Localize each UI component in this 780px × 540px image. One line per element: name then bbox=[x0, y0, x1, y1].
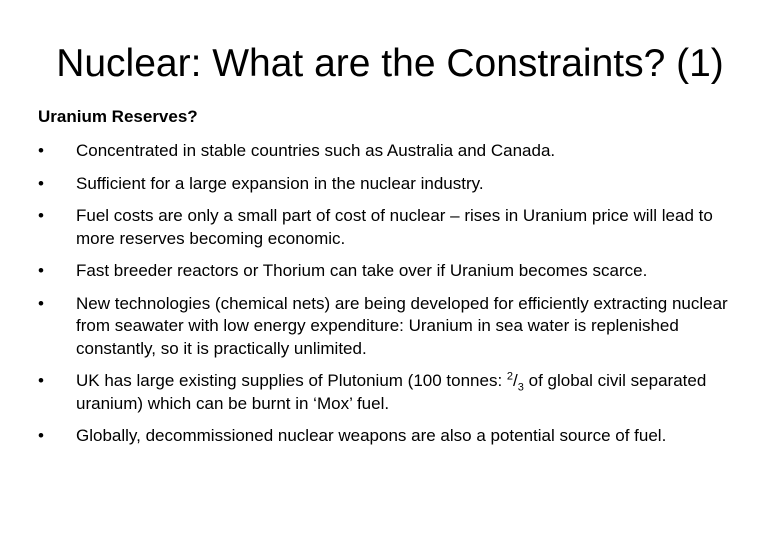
bullet-item bbox=[38, 260, 748, 283]
bullet-item bbox=[38, 425, 748, 448]
bullet-marker: • bbox=[38, 173, 44, 193]
bullet-text: Concentrated in stable countries such as Australia and Canada. bbox=[76, 141, 556, 160]
bullet-text: Fast breeder reactors or Thorium can take over if Uranium becomes scarce. bbox=[76, 261, 648, 280]
slide-title: Nuclear: What are the Constraints? (1) bbox=[56, 42, 724, 85]
bullet-item bbox=[38, 370, 748, 415]
bullet-text-start: UK has large existing supplies of Plutonium (100 tonnes: bbox=[76, 371, 507, 390]
bullet-marker: • bbox=[38, 293, 44, 313]
bullet-marker: • bbox=[38, 141, 44, 160]
bullet-list bbox=[38, 140, 748, 458]
bullet-marker: • bbox=[38, 206, 44, 225]
fraction-slash: / bbox=[513, 371, 518, 390]
bullet-item bbox=[38, 173, 748, 196]
bullet-text: New technologies (chemical nets) are being developed for efficiently extracting nuclear from seawater with low energy expenditure: Uranium in sea water is replenished constantly, so it is practically unlimited. bbox=[76, 293, 728, 358]
bullet-marker: • bbox=[38, 261, 44, 280]
section-heading: Uranium Reserves? bbox=[38, 107, 198, 126]
bullet-text: Fuel costs are only a small part of cost of nuclear – rises in Uranium price will lead to more reserves becoming economic. bbox=[76, 206, 713, 248]
bullet-item bbox=[38, 205, 748, 250]
bullet-marker: • bbox=[38, 371, 44, 390]
fraction-numerator: 2 bbox=[506, 370, 514, 383]
bullet-item bbox=[38, 293, 748, 361]
bullet-text bbox=[76, 371, 706, 413]
bullet-text: Sufficient for a large expansion in the nuclear industry. bbox=[76, 173, 484, 193]
bullet-text-end: of global civil separated uranium) which can be burnt in ‘Mox’ fuel. bbox=[76, 371, 707, 413]
bullet-text: Globally, decommissioned nuclear weapons are also a potential source of fuel. bbox=[76, 426, 667, 445]
bullet-item bbox=[38, 140, 748, 163]
bullet-marker: • bbox=[38, 426, 44, 445]
fraction-denominator: 3 bbox=[517, 381, 524, 394]
